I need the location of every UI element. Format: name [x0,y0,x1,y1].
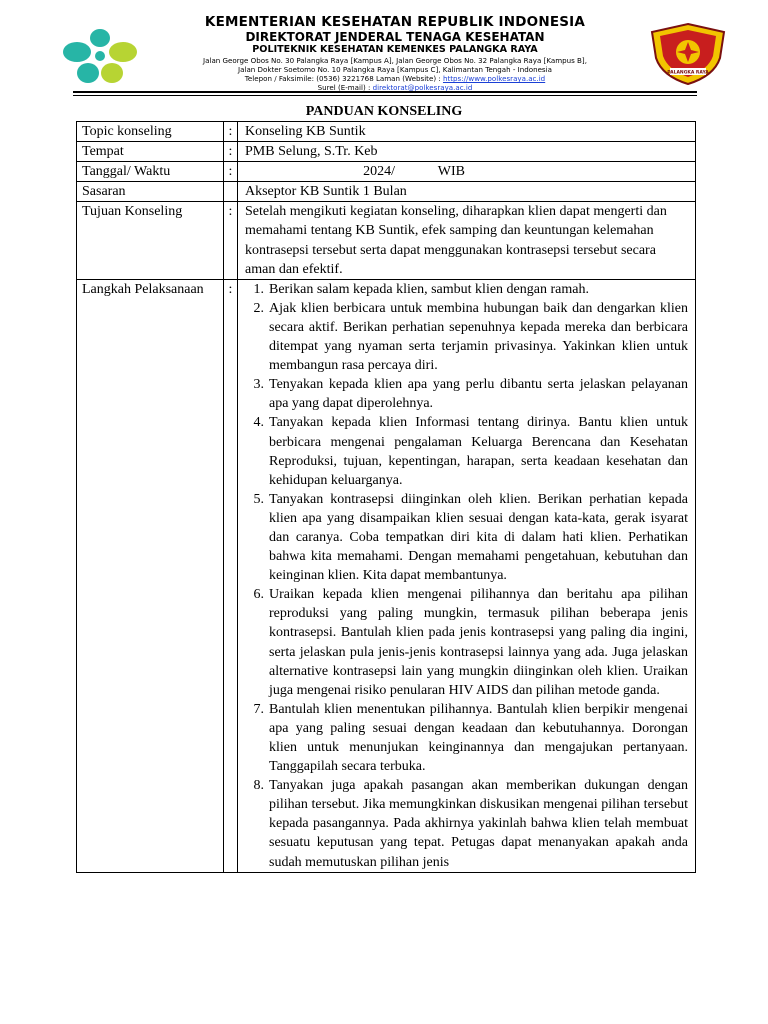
step-number: 5. [253,491,264,507]
letterhead-rule-thin [73,95,697,96]
address-line-2: Jalan Dokter Soetomo No. 10 Palangka Raya [Kampus C], Kalimantan Tengah - Indonesia [238,65,552,74]
tempat-value: PMB Selung, S.Tr. Keb [238,142,696,162]
step-text: Tanyakan kontrasepsi diinginkan oleh klien. Berikan perhatian kepada klien apa yang disampaikan klien sesuai dengan kata-kata, gerak isyarat dan caranya. Coba tempatkan diri kita di dalam hati klien. Perhatikan bahwa kita memahami. Dengan memahami pengetahuan, kebutuhan dan keinginan klien. Kita dapat membantunya. [269,491,688,584]
colon: : [224,279,238,872]
list-item [253,413,688,489]
colon: : [224,202,238,279]
tempat-label: Tempat [77,142,224,162]
table-row-topic [77,122,696,142]
email-label: Surel (E-mail) : [317,83,373,92]
step-number: 8. [253,778,264,794]
seal-text: PALANGKA RAYA [667,70,709,76]
sasaran-label: Sasaran [77,182,224,202]
kemenkes-logo [62,26,138,86]
topic-value: Konseling KB Suntik [238,122,696,142]
date-value: 2024/ [363,164,395,180]
waktu-value [238,162,696,182]
list-item [253,280,688,299]
institution-name: POLITEKNIK KESEHATAN KEMENKES PALANGKA RAYA [252,44,538,55]
letterhead [0,0,768,96]
list-item [253,490,688,585]
ministry-name: KEMENTERIAN KESEHATAN REPUBLIK INDONESIA [204,14,586,30]
step-text: Tanyakan juga apakah pasangan akan memberikan dukungan dengan pilihan tersebut. Jika memungkinkan diskusikan mengenai pilihan tersebut kepada pasangannya. Pada akhirnya yakinlah bahwa klien telah membuat sesuatu keputusan yang tepat. Petugas dapat menanyakan apakah anda sudah memutuskan pilihan jenis [269,778,688,870]
step-text: Tenyakan kepada klien apa yang perlu dibantu serta jelaskan pelayanan apa yang dapat diperolehnya. [269,377,688,412]
letterhead-text [150,14,640,92]
colon: : [224,142,238,162]
step-text: Uraikan kepada klien mengenai pilihannya dan beritahu apa pilihan reproduksi yang paling mungkin, termasuk pilihan beberapa jenis kontrasepsi. Bantulah klien pada jenis kontrasepsi yang paling dia ingini, serta jelaskan pula jenis-jenis kontrasepsi lainnya yang ada. Juga jelaskan alternative kontrasepsi lain yang mungkin diinginkan oleh klien. Uraikan juga mengenai risiko penularan HIV AIDS dan pilihan metode ganda. [269,587,688,698]
time-value: WIB [437,164,465,180]
phone-text: Telepon / Faksimile: (0536) 3221768 Laman (Website) : [244,74,443,83]
step-number: 6. [253,587,264,603]
directorate-name: DIREKTORAT JENDERAL TENAGA KESEHATAN [245,30,545,44]
list-item [253,776,688,871]
list-item [253,585,688,700]
sasaran-value: Akseptor KB Suntik 1 Bulan [238,182,696,202]
step-text: Tanyakan kepada klien Informasi tentang dirinya. Bantu klien untuk berbicara mengenai pengalaman Keluarga Berencana dan Kesehatan Reproduksi, tujuan, kepentingan, harapan, serta keadaan kesehatan dan kehidupan keluarganya. [269,415,688,488]
table-row-tempat [77,142,696,162]
poltekkes-seal [648,22,728,86]
step-text: Ajak klien berbicara untuk membina hubungan baik dan dengarkan klien secara aktif. Berikan perhatian sepenuhnya kepada mereka dan berbicara ditempat yang nyaman serta terjamin privasinya. Yakinkan klien untuk membangun rasa percaya diri. [269,300,688,374]
step-number: 2. [253,300,264,316]
topic-label: Topic konseling [77,122,224,142]
address-line-1: Jalan George Obos No. 30 Palangka Raya [Kampus A], Jalan George Obos No. 32 Palangka Raya [Kampus B], [203,56,587,65]
list-item [253,375,688,413]
colon-empty [224,182,238,202]
step-number: 7. [253,701,264,717]
website-link[interactable]: https://www.polkesraya.ac.id [442,74,546,83]
step-number: 3. [253,377,264,393]
steps-list [245,280,688,872]
colon: : [224,162,238,182]
email-link[interactable]: direktorat@polkesraya.ac.id [372,83,473,92]
table-row-tujuan [77,202,696,279]
letterhead-rule-thick [73,91,697,93]
langkah-label: Langkah Pelaksanaan [77,279,224,872]
tujuan-value: Setelah mengikuti kegiatan konseling, diharapkan klien dapat mengerti dan memahami tentang KB Suntik, efek samping dan keuntungan kelemahan kontrasepsi tersebut serta dapat menggunakan kontrasepsi tersebut secara aman dan efektif. [238,202,696,279]
table-row-waktu [77,162,696,182]
step-number: 1. [253,281,264,297]
document-title: PANDUAN KONSELING [305,104,463,119]
waktu-label: Tanggal/ Waktu [77,162,224,182]
tujuan-label: Tujuan Konseling [77,202,224,279]
table-row-langkah [77,279,696,872]
list-item [253,299,688,375]
step-text: Bantulah klien menentukan pilihannya. Bantulah klien berpikir mengenai apa yang paling sesuai dengan keadaan dan kebutuhannya. Dorongan klien untuk menunjukan keinginannya dan mengajukan pertanyaan. Tanggapilah secara terbuka. [269,701,688,775]
list-item [253,700,688,776]
table-row-sasaran [77,182,696,202]
counseling-guide-table [76,121,696,873]
contact-line [150,74,640,83]
step-number: 4. [253,415,264,431]
step-text: Berikan salam kepada klien, sambut klien dengan ramah. [269,281,589,297]
langkah-value [238,279,696,872]
colon: : [224,122,238,142]
